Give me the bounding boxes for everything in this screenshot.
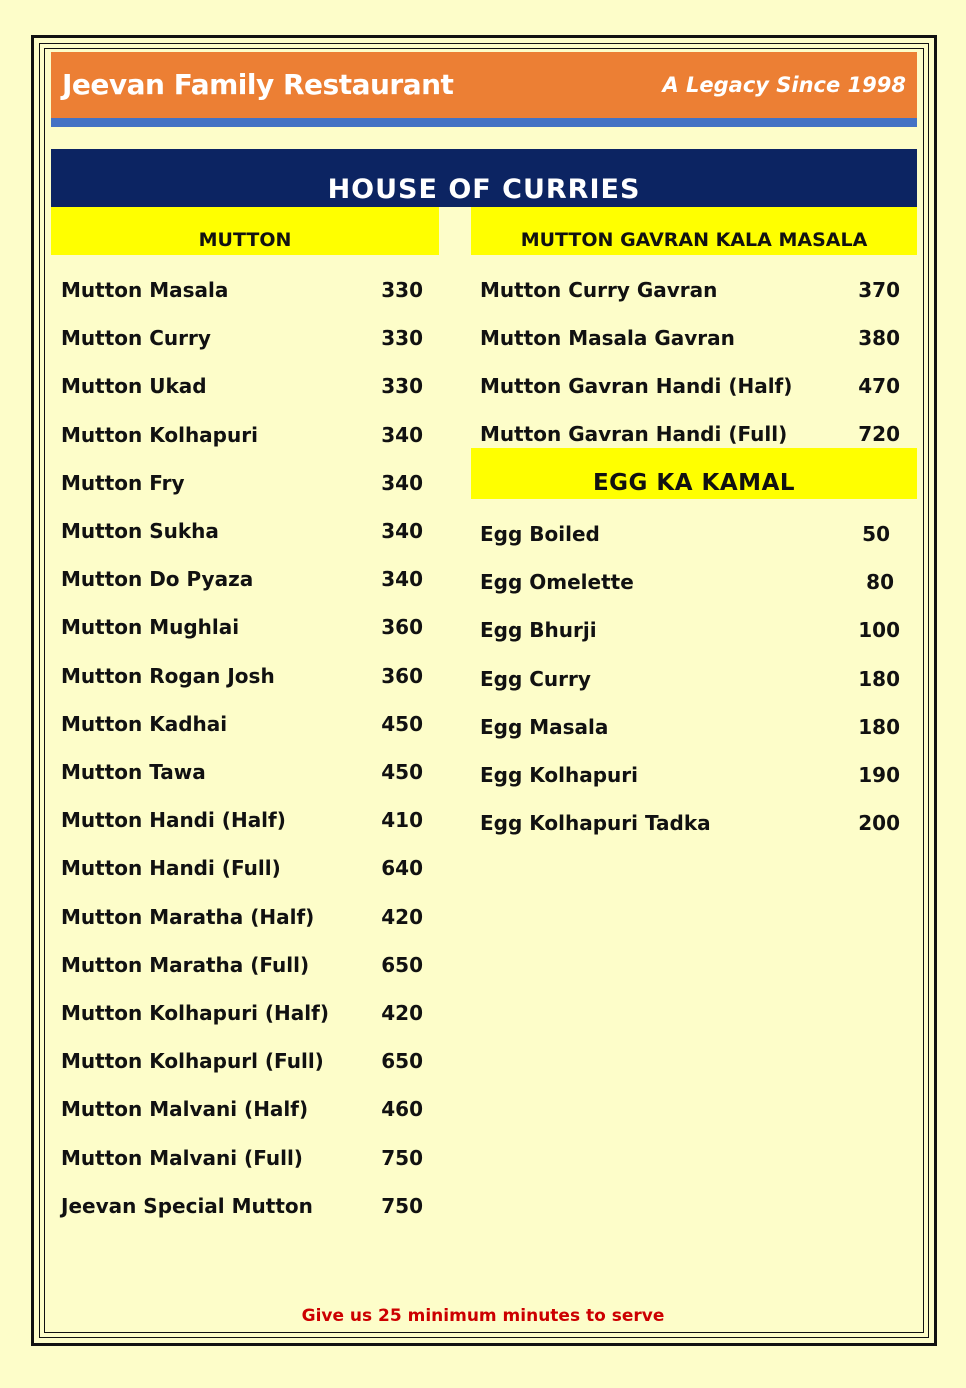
menu-item-name: Egg Kolhapuri Tadka [480, 811, 711, 835]
menu-item-name: Mutton Malvani (Half) [61, 1097, 309, 1121]
menu-item-price: 180 [858, 715, 900, 739]
menu-item-price: 340 [381, 423, 423, 447]
menu-item-name: Jeevan Special Mutton [61, 1194, 313, 1218]
menu-item-name: Egg Bhurji [480, 618, 597, 642]
menu-item-price: 420 [381, 1001, 423, 1025]
gavran-heading: MUTTON GAVRAN KALA MASALA [471, 207, 917, 255]
menu-item-name: Mutton Rogan Josh [61, 664, 275, 688]
menu-item-price: 650 [381, 953, 423, 977]
menu-item-price: 470 [858, 374, 900, 398]
menu-item-name: Mutton Gavran Handi (Half) [480, 374, 793, 398]
menu-item-price: 370 [858, 278, 900, 302]
menu-item-price: 640 [381, 856, 423, 880]
menu-item-price: 360 [381, 664, 423, 688]
menu-item-name: Mutton Malvani (Full) [61, 1146, 303, 1170]
menu-item-name: Mutton Masala Gavran [480, 326, 735, 350]
menu-item-price: 450 [381, 712, 423, 736]
menu-item-name: Mutton Curry [61, 326, 211, 350]
menu-item-price: 450 [381, 760, 423, 784]
menu-item-price: 750 [381, 1194, 423, 1218]
menu-item-price: 330 [381, 374, 423, 398]
menu-item-price: 190 [858, 763, 900, 787]
menu-item-name: Mutton Kolhapuri [61, 423, 258, 447]
menu-item-price: 410 [381, 808, 423, 832]
menu-item-price: 80 [866, 570, 894, 594]
menu-item-name: Egg Masala [480, 715, 609, 739]
menu-item-name: Egg Boiled [480, 522, 600, 546]
menu-item-name: Mutton Handi (Half) [61, 808, 286, 832]
footer-note: Give us 25 minimum minutes to serve [301, 1306, 665, 1326]
restaurant-name: Jeevan Family Restaurant [62, 68, 454, 101]
menu-item-price: 180 [858, 667, 900, 691]
menu-item-name: Mutton Tawa [61, 760, 206, 784]
menu-item-name: Egg Omelette [480, 570, 634, 594]
menu-item-name: Mutton Fry [61, 471, 185, 495]
menu-item-name: Mutton Mughlai [61, 615, 240, 639]
menu-item-name: Mutton Ukad [61, 374, 207, 398]
menu-item-name: Egg Curry [480, 667, 591, 691]
menu-item-price: 360 [381, 615, 423, 639]
menu-item-price: 720 [858, 422, 900, 446]
menu-item-price: 50 [862, 522, 890, 546]
menu-item-price: 650 [381, 1049, 423, 1073]
menu-item-price: 340 [381, 519, 423, 543]
menu-item-price: 420 [381, 905, 423, 929]
menu-item-name: Mutton Maratha (Half) [61, 905, 315, 929]
menu-item-price: 750 [381, 1146, 423, 1170]
section-banner [51, 149, 917, 207]
mutton-heading: MUTTON [51, 207, 439, 255]
menu-item-price: 330 [381, 326, 423, 350]
menu-item-price: 200 [858, 811, 900, 835]
menu-item-name: Mutton Kolhapuri (Half) [61, 1001, 329, 1025]
menu-item-name: Mutton Gavran Handi (Full) [480, 422, 788, 446]
menu-item-name: Mutton Maratha (Full) [61, 953, 310, 977]
menu-item-name: Mutton Kolhapurl (Full) [61, 1049, 324, 1073]
tagline: A Legacy Since 1998 [662, 73, 906, 97]
header-stripe [51, 118, 917, 127]
menu-item-name: Mutton Kadhai [61, 712, 228, 736]
menu-item-price: 330 [381, 278, 423, 302]
menu-item-name: Mutton Masala [61, 278, 229, 302]
menu-item-price: 380 [858, 326, 900, 350]
section-title: HOUSE OF CURRIES [327, 174, 641, 205]
menu-item-name: Mutton Do Pyaza [61, 567, 254, 591]
menu-item-price: 340 [381, 471, 423, 495]
menu-item-price: 100 [858, 618, 900, 642]
menu-item-name: Mutton Curry Gavran [480, 278, 718, 302]
menu-item-price: 340 [381, 567, 423, 591]
menu-item-name: Mutton Handi (Full) [61, 856, 281, 880]
menu-item-name: Mutton Sukha [61, 519, 219, 543]
menu-item-name: Egg Kolhapuri [480, 763, 639, 787]
menu-item-price: 460 [381, 1097, 423, 1121]
header-bar [51, 52, 917, 118]
egg-heading: EGG KA KAMAL [471, 448, 917, 499]
